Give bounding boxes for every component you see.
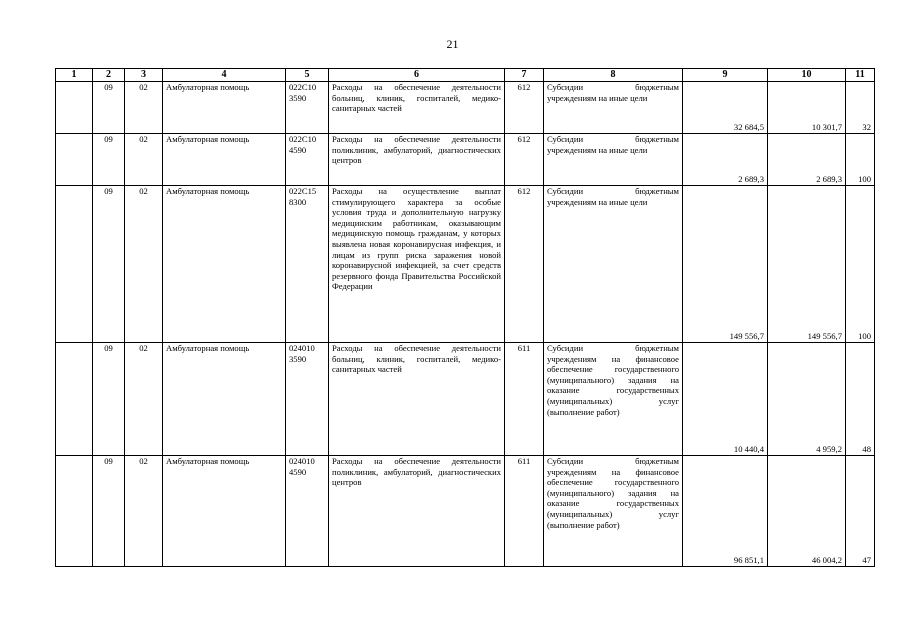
column-header-5: 5 xyxy=(286,69,329,82)
cell-section: 09 xyxy=(93,82,125,134)
cell-expense-type-name: Субсидии бюджетным учреждениям на финансовое обеспечение государственного (муниципального) задания на оказание государственных (муниципальных) услуг (выполнение работ) xyxy=(544,343,683,456)
cell-target-article: 022С10 3590 xyxy=(286,82,329,134)
cell-subsection: 02 xyxy=(125,134,163,186)
column-header-8: 8 xyxy=(544,69,683,82)
cell-percent: 100 xyxy=(846,186,875,343)
column-header-6: 6 xyxy=(329,69,505,82)
cell-amount-actual: 4 959,2 xyxy=(768,343,846,456)
page-number: 21 xyxy=(446,37,459,51)
cell-expense-type: 611 xyxy=(505,456,544,567)
column-header-10: 10 xyxy=(768,69,846,82)
cell-amount-actual: 149 556,7 xyxy=(768,186,846,343)
budget-table xyxy=(55,68,875,567)
cell-expense-type-name: Субсидии бюджетным учреждениям на иные цели xyxy=(544,82,683,134)
cell-1 xyxy=(56,186,93,343)
cell-percent: 47 xyxy=(846,456,875,567)
cell-subsection-name: Амбулаторная помощь xyxy=(163,134,286,186)
cell-amount-actual: 10 301,7 xyxy=(768,82,846,134)
cell-expense-type-name: Субсидии бюджетным учреждениям на финансовое обеспечение государственного (муниципального) задания на оказание государственных (муниципальных) услуг (выполнение работ) xyxy=(544,456,683,567)
cell-1 xyxy=(56,82,93,134)
cell-amount-plan: 10 440,4 xyxy=(683,343,768,456)
cell-amount-plan: 149 556,7 xyxy=(683,186,768,343)
cell-target-article: 022С15 8300 xyxy=(286,186,329,343)
cell-amount-plan: 32 684,5 xyxy=(683,82,768,134)
cell-expense-type-name: Субсидии бюджетным учреждениям на иные цели xyxy=(544,134,683,186)
cell-amount-plan: 96 851,1 xyxy=(683,456,768,567)
column-header-2: 2 xyxy=(93,69,125,82)
cell-subsection: 02 xyxy=(125,186,163,343)
cell-percent: 32 xyxy=(846,82,875,134)
cell-article-name: Расходы на обеспечение деятельности поликлиник, амбулаторий, диагностических центров xyxy=(329,456,505,567)
column-header-9: 9 xyxy=(683,69,768,82)
cell-article-name: Расходы на обеспечение деятельности больниц, клиник, госпиталей, медико-санитарных частей xyxy=(329,82,505,134)
cell-target-article: 024010 4590 xyxy=(286,456,329,567)
cell-subsection-name: Амбулаторная помощь xyxy=(163,186,286,343)
column-header-11: 11 xyxy=(846,69,875,82)
cell-expense-type-name: Субсидии бюджетным учреждениям на иные цели xyxy=(544,186,683,343)
cell-subsection: 02 xyxy=(125,82,163,134)
cell-1 xyxy=(56,456,93,567)
cell-percent: 100 xyxy=(846,134,875,186)
cell-subsection-name: Амбулаторная помощь xyxy=(163,343,286,456)
cell-expense-type: 611 xyxy=(505,343,544,456)
cell-amount-plan: 2 689,3 xyxy=(683,134,768,186)
cell-article-name: Расходы на обеспечение деятельности больниц, клиник, госпиталей, медико-санитарных частей xyxy=(329,343,505,456)
cell-subsection-name: Амбулаторная помощь xyxy=(163,82,286,134)
cell-amount-actual: 2 689,3 xyxy=(768,134,846,186)
cell-target-article: 022С10 4590 xyxy=(286,134,329,186)
column-header-3: 3 xyxy=(125,69,163,82)
cell-expense-type: 612 xyxy=(505,134,544,186)
table-row xyxy=(56,134,875,186)
table-row xyxy=(56,186,875,343)
table-row xyxy=(56,343,875,456)
cell-section: 09 xyxy=(93,134,125,186)
cell-section: 09 xyxy=(93,343,125,456)
cell-subsection-name: Амбулаторная помощь xyxy=(163,456,286,567)
cell-1 xyxy=(56,134,93,186)
column-header-1: 1 xyxy=(56,69,93,82)
cell-article-name: Расходы на обеспечение деятельности поликлиник, амбулаторий, диагностических центров xyxy=(329,134,505,186)
cell-subsection: 02 xyxy=(125,456,163,567)
cell-article-name: Расходы на осуществление выплат стимулирующего характера за особые условия труда и дополнительную нагрузку медицинским работникам, оказывающим медицинскую помощь гражданам, у которых выявлена новая коронавирусная инфекция, и лицам из групп риска заражения новой коронавирусной инфекцией, за счет средств резервного фонда Правительства Российской Федерации xyxy=(329,186,505,343)
cell-percent: 48 xyxy=(846,343,875,456)
cell-section: 09 xyxy=(93,186,125,343)
cell-1 xyxy=(56,343,93,456)
table-header-row xyxy=(56,69,875,82)
table-row xyxy=(56,82,875,134)
table-row xyxy=(56,456,875,567)
cell-section: 09 xyxy=(93,456,125,567)
cell-subsection: 02 xyxy=(125,343,163,456)
column-header-4: 4 xyxy=(163,69,286,82)
cell-expense-type: 612 xyxy=(505,186,544,343)
cell-expense-type: 612 xyxy=(505,82,544,134)
column-header-7: 7 xyxy=(505,69,544,82)
cell-amount-actual: 46 004,2 xyxy=(768,456,846,567)
cell-target-article: 024010 3590 xyxy=(286,343,329,456)
